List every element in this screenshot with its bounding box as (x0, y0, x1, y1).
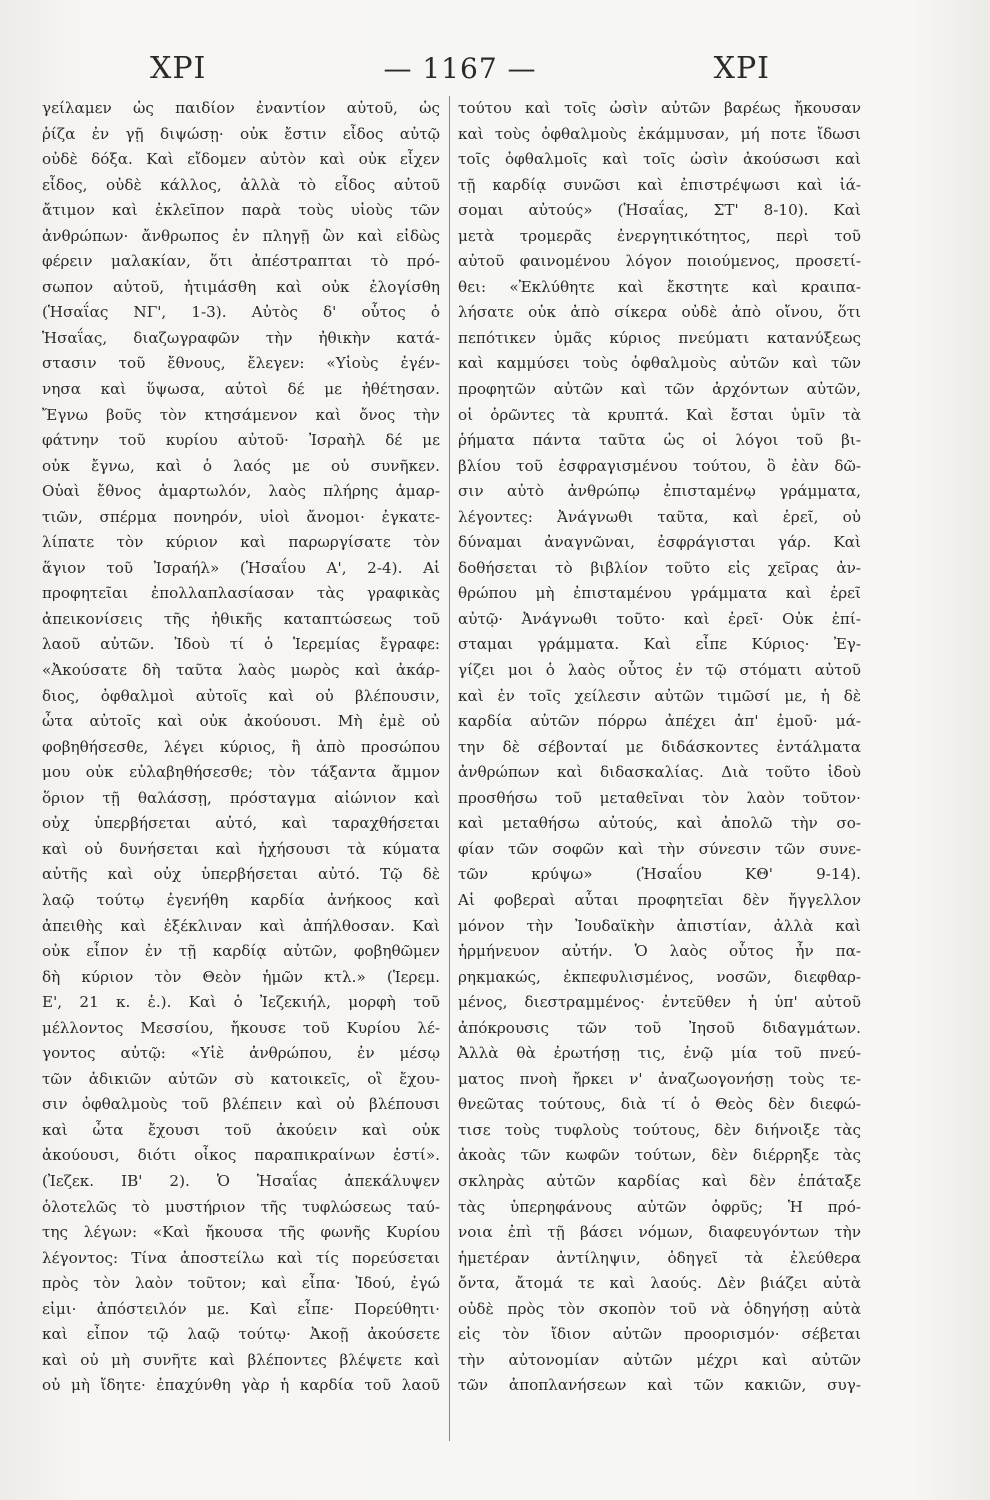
text-line: λέγοντες: Ἀνάγνωθι ταῦτα, καὶ ἐρεῖ, οὐ (458, 507, 861, 526)
text-line: (Ἰεζεκ. ΙΒ' 2). Ὁ Ἡσαΐας ἀπεκάλυψεν (42, 1171, 440, 1190)
text-line: μου οὐκ εὐλαβηθήσεσθε; τὸν τάξαντα ἄμμον (42, 763, 440, 782)
text-line: καὶ ἐν τοῖς χείλεσιν αὐτῶν τιμῶσί με, ἡ δὲ (458, 686, 861, 705)
text-line: καὶ καμμύσει τοὺς ὀφθαλμοὺς αὐτῶν καὶ τῶν (458, 354, 861, 373)
text-line: σιν αὐτὸ ἀνθρώπῳ ἐπισταμένῳ γράμματα, (458, 482, 861, 501)
text-line: πεπότικεν ὑμᾶς κύριος πνεύματι κατανύξεως (458, 328, 861, 347)
text-line: θνεῶτας τούτους, διὰ τί ὁ Θεὸς δὲν διεφώ- (458, 1095, 861, 1114)
text-line: καὶ τοὺς ὀφθαλμοὺς ἐκάμμυσαν, μή ποτε ἴδωσι (458, 124, 861, 143)
text-line: καὶ μεταθήσω αὐτούς, καὶ ἀπολῶ τὴν σο- (458, 814, 861, 833)
text-line: ἀκοὰς τῶν κωφῶν τούτων, δὲν διέρρηξε τὰς (458, 1146, 861, 1165)
text-line: γίζει μοι ὁ λαὸς οὗτος ἐν τῷ στόματι αὐτοῦ (458, 661, 861, 680)
text-line: ὄντα, ἄτομά τε καὶ λαούς. Δὲν βιάζει αὐτὰ (458, 1274, 861, 1293)
text-line: ὅριον τῇ θαλάσσῃ, πρόσταγμα αἰώνιον καὶ (42, 788, 440, 807)
text-line: φοβηθήσεσθε, λέγει κύριος, ἢ ἀπὸ προσώπου (42, 737, 440, 756)
text-line: ἀπειθὴς καὶ ἐξέκλιναν καὶ ἀπήλθοσαν. Καὶ (42, 916, 440, 935)
text-line: εἰς τὸν ἴδιον αὐτῶν προορισμόν· σέβεται (458, 1325, 861, 1344)
text-line: ἡμετέραν ἀντίληψιν, ὁδηγεῖ τὰ ἐλεύθερα (458, 1248, 861, 1267)
text-line: ἀνθρώπων καὶ διδασκαλίας. Διὰ τοῦτο ἰδοὺ (458, 763, 861, 782)
text-line: Ἡσαΐας, διαζωγραφῶν τὴν ἠθικὴν κατά- (42, 328, 440, 347)
text-line: οὐδὲ δόξα. Καὶ εἴδομεν αὐτὸν καὶ οὐκ εἶχεν (42, 150, 440, 169)
text-line: φίαν τῶν σοφῶν καὶ τὴν σύνεσιν τῶν συνε- (458, 839, 861, 858)
text-line: μέλλοντος Μεσσίου, ἤκουσε τοῦ Κυρίου λέ- (42, 1018, 440, 1037)
text-line: τῶν κρύψω» (Ἡσαΐου ΚΘ' 9-14). (458, 865, 861, 884)
text-line: ἡρμήνευον αὐτήν. Ὁ λαὸς οὗτος ἦν πα- (458, 942, 861, 961)
text-line: Οὐαὶ ἔθνος ἁμαρτωλόν, λαὸς πλήρης ἁμαρ- (42, 482, 440, 501)
text-line: λαῷ τούτῳ ἐγενήθη καρδία ἀνήκοος καὶ (42, 890, 440, 909)
text-line: σιν ὀφθαλμοὺς τοῦ βλέπειν καὶ οὐ βλέπουσι (42, 1095, 440, 1114)
text-line: αὐτῷ· Ἀνάγνωθι τοῦτο· καὶ ἐρεῖ· Οὐκ ἐπί- (458, 609, 861, 628)
text-line: ῥήματα πάντα ταῦτα ὡς οἱ λόγοι τοῦ βι- (458, 431, 861, 450)
text-line: φάτνην τοῦ κυρίου αὐτοῦ· Ἰσραὴλ δέ με (42, 431, 440, 450)
text-line: οὐχ ὑπερβήσεται αὐτό, καὶ ταραχθήσεται (42, 814, 440, 833)
text-line: ἀπόκρουσις τῶν τοῦ Ἰησοῦ διδαγμάτων. (458, 1018, 861, 1037)
text-line: σταμαι γράμματα. Καὶ εἶπε Κύριος· Ἐγ- (458, 635, 861, 654)
text-line: οὐκ εἶπον ἐν τῇ καρδίᾳ αὐτῶν, φοβηθῶμεν (42, 942, 440, 961)
header-left: ΧΡΙ (150, 50, 207, 86)
text-line: μένος, διεστραμμένος· ἐντεῦθεν ἡ ὑπ' αὐτοῦ (458, 993, 861, 1012)
text-line: διος, ὀφθαλμοὶ αὐτοῖς καὶ οὐ βλέπουσιν, (42, 686, 440, 705)
text-line: Ἔγνω βοῦς τὸν κτησάμενον καὶ ὄνος τὴν (42, 405, 440, 424)
text-line: τῶν ἀποπλανήσεων καὶ τῶν κακιῶν, συγ- (458, 1376, 861, 1395)
header-right: ΧΡΙ (713, 50, 770, 86)
column-divider (449, 96, 450, 1441)
text-line: φέρειν μαλακίαν, ὅτι ἀπέστραπται τὸ πρό- (42, 252, 440, 271)
text-line: τῇ καρδίᾳ συνῶσι καὶ ἐπιστρέψωσι καὶ ἰά- (458, 175, 861, 194)
text-line: λαοῦ αὐτῶν. Ἰδοὺ τί ὁ Ἱερεμίας ἔγραφε: (42, 635, 440, 654)
text-line: τὰς ὑπερηφάνους αὐτῶν ὀφρῦς; Ἡ πρό- (458, 1197, 861, 1216)
text-line: τισε τοὺς τυφλοὺς τούτους, δὲν διήνοιξε τὰς (458, 1120, 861, 1139)
text-line: ἅγιον τοῦ Ἰσραήλ» (Ἡσαΐου Α', 2-4). Αἱ (42, 558, 440, 577)
text-line: θρώπου μὴ ἐπισταμένου γράμματα καὶ ἐρεῖ (458, 584, 861, 603)
text-line: βλίου τοῦ ἐσφραγισμένου τούτου, ὃ ἐὰν δῶ- (458, 456, 861, 475)
text-line: θει: «Ἐκλύθητε καὶ ἔκστητε καὶ κραιπα- (458, 277, 861, 296)
text-line: γοντος αὐτῷ: «Υἱὲ ἀνθρώπου, ἐν μέσῳ (42, 1044, 440, 1063)
text-line: ἀνθρώπων· ἄνθρωπος ἐν πληγῇ ὢν καὶ εἰδὼς (42, 226, 440, 245)
text-line: μόνον τὴν Ἰουδαϊκὴν ἀπιστίαν, ἀλλὰ καὶ (458, 916, 861, 935)
text-line: σκληρὰς αὐτῶν καρδίας καὶ δὲν ἐπάταξε (458, 1171, 861, 1190)
text-line: πρὸς τὸν λαὸν τοῦτον; καὶ εἶπα· Ἰδού, ἐγώ (42, 1274, 440, 1293)
text-line: προφητῶν αὐτῶν καὶ τῶν ἀρχόντων αὐτῶν, (458, 380, 861, 399)
text-line: στασιν τοῦ ἔθνους, ἔλεγεν: «Υἱοὺς ἐγέν- (42, 354, 440, 373)
text-line: ὁλοτελῶς τὸ μυστήριον τῆς τυφλώσεως ταύ- (42, 1197, 440, 1216)
text-line: προσθήσω τοῦ μεταθεῖναι τὸν λαὸν τοῦτον· (458, 788, 861, 807)
text-line: γείλαμεν ὡς παιδίον ἐναντίον αὐτοῦ, ὡς (42, 99, 440, 117)
text-line: ρηκμακώς, ἐκπεφυλισμένος, νοσῶν, διεφθαρ- (458, 967, 861, 986)
text-line: ἀκούουσι, διότι οἶκος παραπικραίνων ἐστί». (42, 1146, 440, 1165)
text-line: τούτου καὶ τοῖς ὠσὶν αὐτῶν βαρέως ἤκουσαν (458, 99, 861, 117)
text-line: Ε', 21 κ. ἑ.). Καὶ ὁ Ἰεζεκιήλ, μορφὴ τοῦ (42, 993, 440, 1012)
text-line: νησα καὶ ὕψωσα, αὐτοὶ δέ με ἠθέτησαν. (42, 380, 440, 399)
text-line: σωπον αὐτοῦ, ἠτιμάσθη καὶ οὐκ ἐλογίσθη (42, 277, 440, 296)
left-column (42, 96, 440, 1399)
text-line: νοια ἐπὶ τῇ βάσει νόμων, διαφευγόντων τὴν (458, 1223, 861, 1242)
text-line: οὐδὲ πρὸς τὸν σκοπὸν τοῦ νὰ ὁδηγήσῃ αὐτὰ (458, 1299, 861, 1318)
text-line: δὴ κύριον τὸν Θεὸν ἡμῶν κτλ.» (Ἱερεμ. (42, 967, 440, 986)
text-line: την δὲ σέβονταί με διδάσκοντες ἐντάλματα (458, 737, 861, 756)
text-line: ματος πνοὴ ἤρκει ν' ἀναζωογονήσῃ τοὺς τε- (458, 1069, 861, 1088)
text-line: καρδία αὐτῶν πόρρω ἀπέχει ἀπ' ἐμοῦ· μά- (458, 712, 861, 731)
text-line: σομαι αὐτούς» (Ἡσαΐας, ΣΤ' 8-10). Καὶ (458, 201, 861, 220)
text-line: λέγοντος: Τίνα ἀποστείλω καὶ τίς πορεύσεται (42, 1248, 440, 1267)
text-line: εἶδος, οὐδὲ κάλλος, ἀλλὰ τὸ εἶδος αὐτοῦ (42, 175, 440, 194)
text-line: δοθήσεται τὸ βιβλίον τοῦτο εἰς χεῖρας ἀν- (458, 558, 861, 577)
text-line: εἰμι· ἀπόστειλόν με. Καὶ εἶπε· Πορεύθητι· (42, 1299, 440, 1318)
text-line: αὐτοῦ φαινομένου λόγον ποιούμενος, προσετί- (458, 252, 861, 271)
text-line: καὶ εἶπον τῷ λαῷ τούτῳ· Ἀκοῇ ἀκούσετε (42, 1325, 440, 1344)
text-line: ῥίζα ἐν γῇ διψώσῃ· οὐκ ἔστιν εἶδος αὐτῷ (42, 124, 440, 143)
text-line: προφητεῖαι ἐπολλαπλασίασαν τὰς γραφικὰς (42, 584, 440, 603)
text-line: λήσατε οὐκ ἀπὸ σίκερα οὐδὲ ἀπὸ οἴνου, ὅτι (458, 303, 861, 322)
text-line: οὐ μὴ ἴδητε· ἐπαχύνθη γὰρ ἡ καρδία τοῦ λαοῦ (42, 1376, 440, 1395)
text-line: ἄτιμον καὶ ἐκλεῖπον παρὰ τοὺς υἱοὺς τῶν (42, 201, 440, 220)
text-line: τιῶν, σπέρμα πονηρόν, υἱοὶ ἄνομοι· ἐγκατε- (42, 507, 440, 526)
text-line: καὶ οὐ μὴ συνῆτε καὶ βλέποντες βλέψετε καὶ (42, 1350, 440, 1369)
text-line: ἀπεικονίσεις τῆς ἠθικῆς καταπτώσεως τοῦ (42, 609, 440, 628)
text-line: τῶν ἀδικιῶν αὐτῶν σὺ κατοικεῖς, οἳ ἔχου- (42, 1069, 440, 1088)
text-line: ὦτα αὐτοῖς καὶ οὐκ ἀκούουσι. Μὴ ἐμὲ οὐ (42, 712, 440, 731)
text-line: τοῖς ὀφθαλμοῖς καὶ τοῖς ὠσὶν ἀκούσωσι καὶ (458, 150, 861, 169)
text-line: οἱ ὁρῶντες τὰ κρυπτά. Καὶ ἔσται ὑμῖν τὰ (458, 405, 861, 424)
text-line: οὐκ ἔγνω, καὶ ὁ λαός με οὐ συνῆκεν. (42, 456, 440, 475)
text-line: της λέγων: «Καὶ ἤκουσα τῆς φωνῆς Κυρίου (42, 1223, 440, 1242)
text-line: τὴν αὐτονομίαν αὐτῶν μέχρι καὶ αὐτῶν (458, 1350, 861, 1369)
text-line: καὶ οὐ δυνήσεται καὶ ἠχήσουσι τὰ κύματα (42, 839, 440, 858)
text-line: «Ἀκούσατε δὴ ταῦτα λαὸς μωρὸς καὶ ἀκάρ- (42, 661, 440, 680)
text-line: μετὰ τρομερᾶς ἐνεργητικότητος, περὶ τοῦ (458, 226, 861, 245)
text-line: (Ἡσαΐας ΝΓ', 1-3). Αὐτὸς δ' οὗτος ὁ (42, 303, 440, 322)
text-line: Αἱ φοβεραὶ αὗται προφητεῖαι δὲν ἤγγελλον (458, 890, 861, 909)
text-line: λίπατε τὸν κύριον καὶ παρωργίσατε τὸν (42, 533, 440, 552)
text-line: αὐτῆς καὶ οὐχ ὑπερβήσεται αὐτό. Τῷ δὲ (42, 865, 440, 884)
right-column (458, 96, 861, 1399)
text-line: δύναμαι ἀναγνῶναι, ἐσφράγισται γάρ. Καὶ (458, 533, 861, 552)
page-number: — 1167 — (383, 51, 537, 85)
text-line: καὶ ὦτα ἔχουσι τοῦ ἀκούειν καὶ οὐκ (42, 1120, 440, 1139)
running-header (150, 48, 770, 88)
text-line: Ἀλλὰ θὰ ἐρωτήσῃ τις, ἐνῷ μία τοῦ πνεύ- (458, 1044, 861, 1063)
